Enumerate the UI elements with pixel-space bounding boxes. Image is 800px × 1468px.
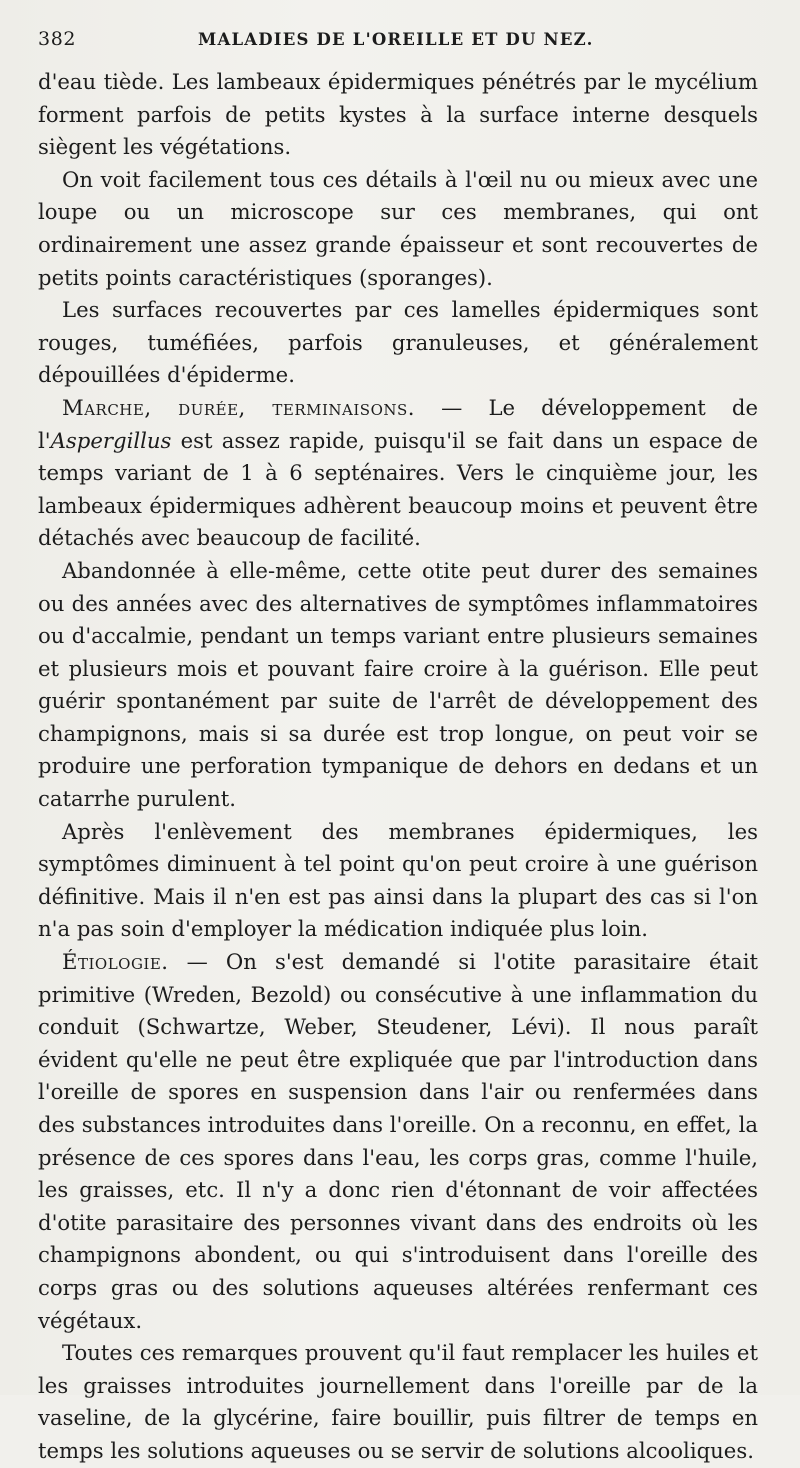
paragraph-4-text-after: est assez rapide, puisqu'il se fait dans un espace de temps variant de 1 à 6 septénaires. Vers le cinquième jour, les lambeaux épidermiques adhèrent beaucoup moins et peuvent être détachés avec beaucoup de facilité.	[38, 427, 758, 551]
paragraph-1: d'eau tiède. Les lambeaux épidermiques pénétrés par le mycélium forment parfois de petits kystes à la surface interne desquels siègent les végétations.	[38, 69, 758, 160]
section-heading-etiologie: Étiologie.	[62, 949, 169, 975]
paragraph-7-text: — On s'est demandé si l'otite parasitaire était primitive (Wreden, Bezold) ou consécutive à une inflammation du conduit (Schwartze, Weber, Steudener, Lévi). Il nous paraît évident qu'elle ne peut être expliquée que par l'introduction dans l'oreille de spores en suspension dans l'air ou renfermées dans des substances introduites dans l'oreille. On a reconnu, en effet, la présence de ces spores dans l'eau, les corps gras, comme l'huile, les graisses, etc. Il n'y a donc rien d'étonnant de voir affectées d'otite parasitaire des personnes vivant dans des endroits où les champignons abondent, ou qui s'introduisent dans l'oreille des corps gras ou des solutions aqueuses altérées renfermant ces végétaux.	[38, 949, 758, 1333]
paragraph-2: On voit facilement tous ces détails à l'œil nu ou mieux avec une loupe ou un microscope sur ces membranes, qui ont ordinairement une assez grande épaisseur et sont recouvertes de petits points caractéristiques (sporanges).	[38, 166, 758, 290]
paragraph-6: Après l'enlèvement des membranes épidermiques, les symptômes diminuent à tel point qu'on peut croire à une guérison définitive. Mais il n'en est pas ainsi dans la plupart des cas si l'on n'a pas soin d'employer la médication indiquée plus loin.	[38, 818, 758, 942]
paragraph-4	[38, 392, 758, 555]
running-title: MALADIES DE L'OREILLE ET DU NEZ.	[198, 30, 594, 49]
term-aspergillus: Aspergillus	[50, 427, 172, 453]
paragraph-3: Les surfaces recouvertes par ces lamelles épidermiques sont rouges, tuméfiées, parfois granuleuses, et généralement dépouillées d'épiderme.	[38, 297, 758, 388]
section-heading-marche: Marche, durée, terminaisons.	[62, 394, 416, 420]
page-number: 382	[38, 28, 77, 50]
paragraph-8: Toutes ces remarques prouvent qu'il faut remplacer les huiles et les graisses introduites journellement dans l'oreille par de la vaseline, de la glycérine, faire bouillir, puis filtrer de temps en temps les solutions aqueuses ou se servir de solutions alcooliques.	[38, 1340, 758, 1463]
paragraph-5: Abandonnée à elle-même, cette otite peut durer des semaines ou des années avec des alternatives de symptômes inflammatoires ou d'accalmie, pendant un temps variant entre plusieurs semaines et plusieurs mois et pouvant faire croire à la guérison. Elle peut guérir spontanément par suite de l'arrêt de développement des champignons, mais si sa durée est trop longue, on peut voir se produire une perforation tympanique de dehors en dedans et un catarrhe purulent.	[38, 557, 758, 812]
paragraph-4-text-before: — Le développement de l'	[38, 394, 758, 453]
page-header	[38, 28, 758, 62]
page-body	[38, 66, 758, 1468]
paragraph-7	[38, 946, 758, 1337]
